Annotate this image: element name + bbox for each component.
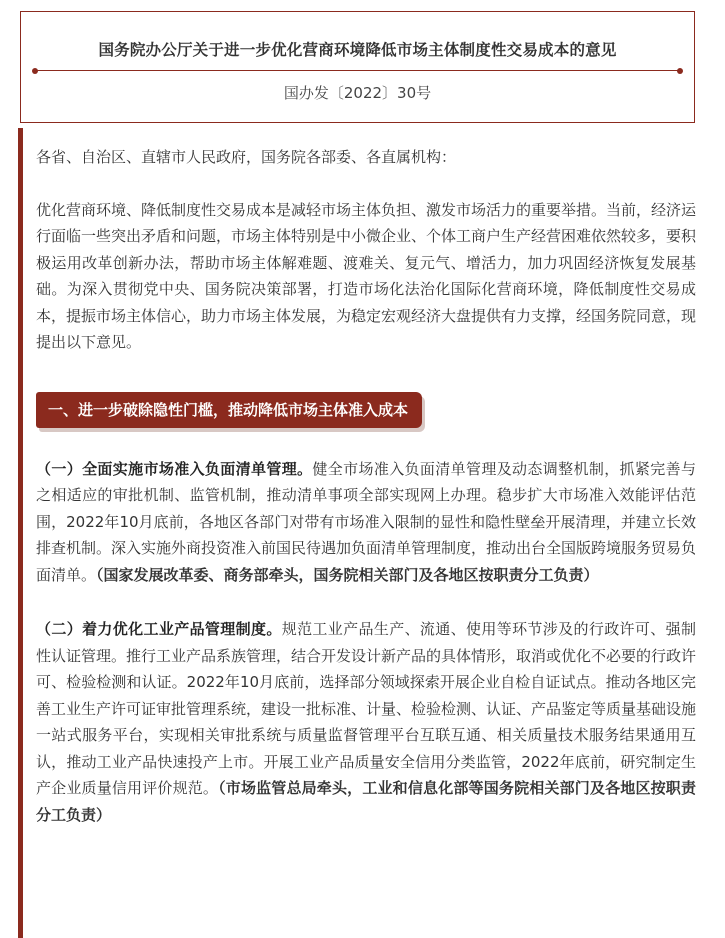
document-header [20, 11, 695, 123]
content-accent-bar [18, 128, 23, 938]
item-lead-1: （一）全面实施市场准入负面清单管理。 [36, 459, 313, 478]
item-paragraph-2 [36, 616, 696, 828]
intro-paragraph: 优化营商环境、降低制度性交易成本是减轻市场主体负担、激发市场活力的重要举措。当前，经济运行面临一些突出矛盾和问题，市场主体特别是中小微企业、个体工商户生产经营困难依然较多，要积极运用改革创新办法，帮助市场主体解难题、渡难关、复元气、增活力，加力巩固经济恢复发展基础。为深入贯彻党中央、国务院决策部署，打造市场化法治化国际化营商环境，降低制度性交易成本，提振市场主体信心，助力市场主体发展，为稳定宏观经济大盘提供有力支撑，经国务院同意，现提出以下意见。 [36, 200, 697, 351]
addressee: 各省、自治区、直辖市人民政府，国务院各部委、各直属机构： [36, 148, 457, 166]
item-text-1: 健全市场准入负面清单管理及动态调整机制，抓紧完善与之相适应的审批机制、监管机制，推动清单事项全部实现网上办理。稳步扩大市场准入效能评估范围，2022年10月底前，各地区各部门对带有市场准入限制的显性和隐性壁垒开展清理，并建立长效排查机制。深入实施外商投资准入前国民待遇加负面清单管理制度，推动出台全国版跨境服务贸易负面清单。 [36, 459, 697, 584]
item-paragraph-1 [36, 456, 696, 589]
section-title: 一、进一步破除隐性门槛，推动降低市场主体准入成本 [36, 392, 422, 428]
document-title: 国务院办公厅关于进一步优化营商环境降低市场主体制度性交易成本的意见 [98, 41, 617, 59]
divider-dot-left [32, 68, 38, 74]
divider-dot-right [677, 68, 683, 74]
paragraph-gap [36, 588, 696, 616]
document-number: 国办发〔2022〕30号 [283, 84, 432, 102]
item-responsibility-2: （市场监管总局牵头，工业和信息化部等国务院相关部门及各地区按职责分工负责） [36, 779, 696, 824]
section-heading [36, 392, 422, 428]
document-body [36, 144, 696, 828]
item-lead-2: （二）着力优化工业产品管理制度。 [36, 620, 282, 638]
item-responsibility-1: （国家发展改革委、商务部牵头，国务院相关部门及各地区按职责分工负责） [96, 565, 599, 584]
item-text-2: 规范工业产品生产、流通、使用等环节涉及的行政许可、强制性认证管理。推行工业产品系族管理，结合开发设计新产品的具体情形，取消或优化不必要的行政许可、检验检测和认证。2022年10月底前，选择部分领域探索开展企业自检自证试点。推动各地区完善工业生产许可证审批管理系统，建设一批标准、计量、检验检测、认证、产品鉴定等质量基础设施一站式服务平台，实现相关审批系统与质量监督管理平台互联互通、相关质量技术服务结果通用互认，推动工业产品快速投产上市。开展工业产品质量安全信用分类监管，2022年底前，研究制定生产企业质量信用评价规范。 [36, 620, 697, 797]
title-divider [34, 70, 681, 71]
